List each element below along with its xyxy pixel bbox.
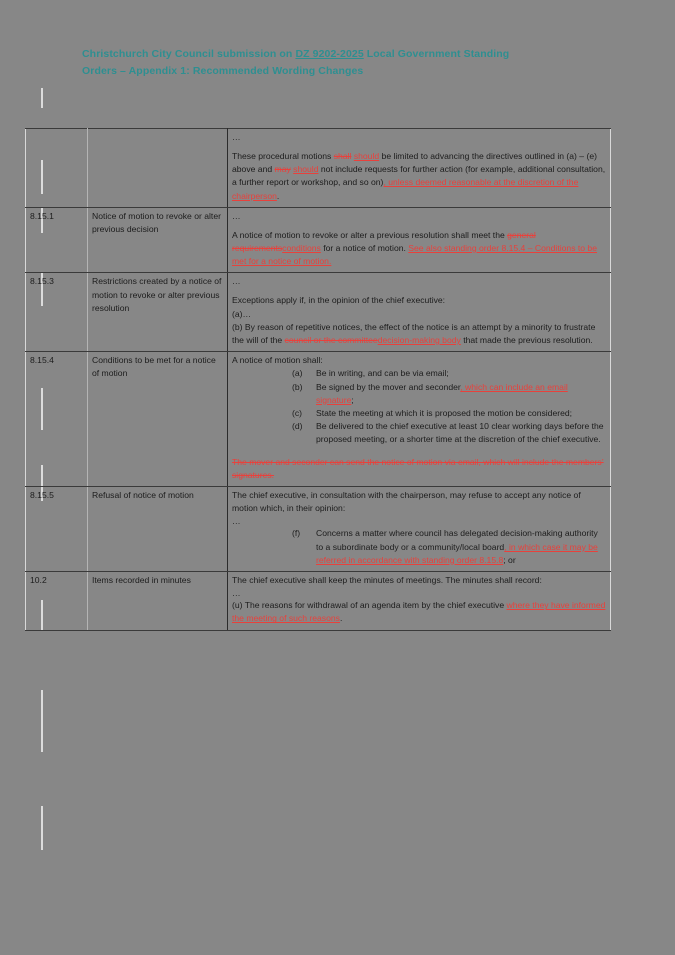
table-row — [26, 273, 611, 352]
clause-paragraph — [232, 599, 606, 625]
body-text: ; or — [503, 554, 516, 565]
clause-text-cell — [228, 207, 611, 273]
paragraph-gap — [232, 287, 606, 294]
table-body — [26, 129, 611, 631]
list-item — [292, 527, 606, 567]
title-standard-reference: DZ 9202-2025 — [295, 48, 364, 60]
body-text: … — [232, 588, 242, 599]
clause-heading-cell — [88, 129, 228, 208]
body-text: . — [276, 190, 280, 201]
clause-heading-cell: Items recorded in minutes — [88, 572, 228, 631]
clause-paragraph — [232, 456, 606, 482]
clause-heading-cell: Restrictions created by a notice of motion to revoke or alter previous resolution — [88, 273, 228, 352]
list-item-text — [316, 408, 572, 418]
inserted-text: should — [353, 151, 380, 161]
body-text: State the meeting at which it is proposed the motion be considered; — [316, 408, 573, 419]
inserted-text: See also standing order 8.15.4 – Conditions to be met for a notice of motion. — [232, 243, 597, 267]
list-item-text — [316, 382, 568, 405]
body-text: (a)… — [232, 308, 252, 319]
wording-changes-table — [25, 128, 611, 631]
inserted-text: , unless deemed reasonable at the discretion of the chairperson — [232, 177, 579, 201]
page-title — [82, 46, 582, 80]
body-text: Be delivered to the chief executive at least 10 clear working days before the proposed meeting, or a shorter time at the discretion of the chief executive. — [316, 421, 604, 445]
clause-paragraph — [232, 308, 606, 321]
clause-number-cell: 8.15.1 — [26, 207, 88, 273]
body-text: These procedural motions — [232, 151, 334, 161]
body-text: be limited to advancing the directives outlined in (a) – (e) above and — [232, 151, 597, 175]
clause-number-cell: 8.15.4 — [26, 352, 88, 487]
deleted-text: general requirements — [232, 229, 536, 254]
clause-heading-cell: Conditions to be met for a notice of motion — [88, 352, 228, 487]
list-marker: (b) — [292, 381, 303, 392]
list-marker: (a) — [292, 368, 303, 379]
clause-text-cell — [228, 572, 611, 631]
body-text: The chief executive shall keep the minutes of meetings. The minutes shall record: — [232, 575, 542, 586]
clause-paragraph — [232, 321, 606, 347]
paragraph-gap — [232, 447, 606, 456]
title-text-part1: Christchurch City Council submission on — [82, 48, 296, 60]
body-text: (b) By reason of repetitive notices, the effect of the notice is an attempt by a minority to frustrate the will of the — [232, 321, 596, 346]
clause-text-cell — [228, 129, 611, 208]
list-item-text — [316, 368, 449, 378]
list-item — [292, 407, 606, 420]
body-text: not include requests for further action (for example, additional consultation, a further report or workshop, and so on) — [232, 164, 606, 188]
body-text: Be in writing, and can be via email; — [316, 368, 449, 379]
clause-paragraph — [232, 354, 606, 367]
clause-heading-cell: Notice of motion to revoke or alter previous decision — [88, 207, 228, 273]
change-bar — [41, 806, 43, 850]
inserted-text: decision-making body — [377, 335, 461, 346]
ellipsis-marker — [232, 587, 606, 599]
list-item — [292, 367, 606, 380]
ellipsis-marker: … — [232, 276, 242, 287]
ellipsis-marker: … — [232, 210, 242, 221]
list-marker: (d) — [292, 421, 303, 432]
clause-paragraph — [232, 150, 606, 203]
list-item-text — [316, 528, 598, 564]
title-subtitle: Orders – Appendix 1: Recommended Wording Changes — [82, 65, 364, 77]
clause-number-cell — [26, 129, 88, 208]
inserted-text: should — [293, 164, 319, 175]
change-bar — [41, 690, 43, 752]
list-marker: (c) — [292, 408, 303, 419]
body-text: The chief executive, in consultation with the chairperson, may refuse to accept any notice of motion which, in their opinion: — [232, 490, 581, 514]
deleted-text: shall — [333, 151, 352, 161]
inserted-text: conditions — [282, 243, 321, 254]
body-text: … — [232, 516, 242, 527]
list-item — [292, 420, 606, 446]
clause-text-cell — [228, 273, 611, 352]
body-text: A notice of motion to revoke or alter a previous resolution shall meet the — [232, 229, 508, 240]
body-text: ; — [351, 394, 354, 405]
paragraph-gap — [232, 222, 606, 229]
body-text: Exceptions apply if, in the opinion of the chief executive: — [232, 295, 446, 306]
inserted-text: , which can include an email signature — [316, 381, 568, 405]
table-row — [26, 129, 611, 208]
clause-heading-cell: Refusal of notice of motion — [88, 487, 228, 572]
clause-number-cell: 8.15.5 — [26, 487, 88, 572]
clause-text-cell — [228, 352, 611, 487]
list-item-text — [316, 421, 604, 444]
list-item — [292, 381, 606, 407]
clause-paragraph — [232, 574, 606, 587]
body-text: Be signed by the mover and seconder — [316, 381, 461, 392]
body-text: Concerns a matter where council has delegated decision-making authority to a subordinate body or a community/local board — [316, 528, 598, 552]
deleted-text: council or the committee — [284, 335, 378, 346]
table-row — [26, 207, 611, 273]
inserted-text: , in which case it may be referred in accordance with standing order 8.15.8 — [316, 541, 598, 565]
clause-paragraph — [232, 489, 606, 515]
body-text: (u) The reasons for withdrawal of an agenda item by the chief executive — [232, 600, 507, 611]
body-text: A notice of motion shall: — [232, 355, 323, 366]
deleted-text: The mover and seconder can send the notice of motion via email, which will include the members’ signatures. — [232, 456, 604, 480]
table-row — [26, 572, 611, 631]
clause-number-cell: 10.2 — [26, 572, 88, 631]
table-row — [26, 487, 611, 572]
paragraph-gap — [232, 143, 606, 150]
clause-paragraph — [232, 229, 606, 269]
deleted-text: may — [274, 164, 291, 175]
body-text: that made the previous resolution. — [460, 335, 593, 346]
body-text: for a notice of motion. — [320, 243, 409, 254]
list-marker: (f) — [292, 528, 301, 539]
ellipsis-marker: … — [232, 132, 242, 142]
ellipsis-marker — [232, 515, 606, 527]
clause-sub-list — [232, 367, 606, 446]
clause-sub-list — [232, 527, 606, 567]
table-row — [26, 352, 611, 487]
clause-paragraph — [232, 294, 606, 307]
title-text-part2: Local Government Standing — [363, 48, 510, 60]
change-bar — [41, 88, 43, 108]
clause-text-cell — [228, 487, 611, 572]
body-text: . — [339, 613, 343, 624]
clause-number-cell: 8.15.3 — [26, 273, 88, 352]
inserted-text: where they have informed the meeting of such reasons — [232, 600, 606, 624]
